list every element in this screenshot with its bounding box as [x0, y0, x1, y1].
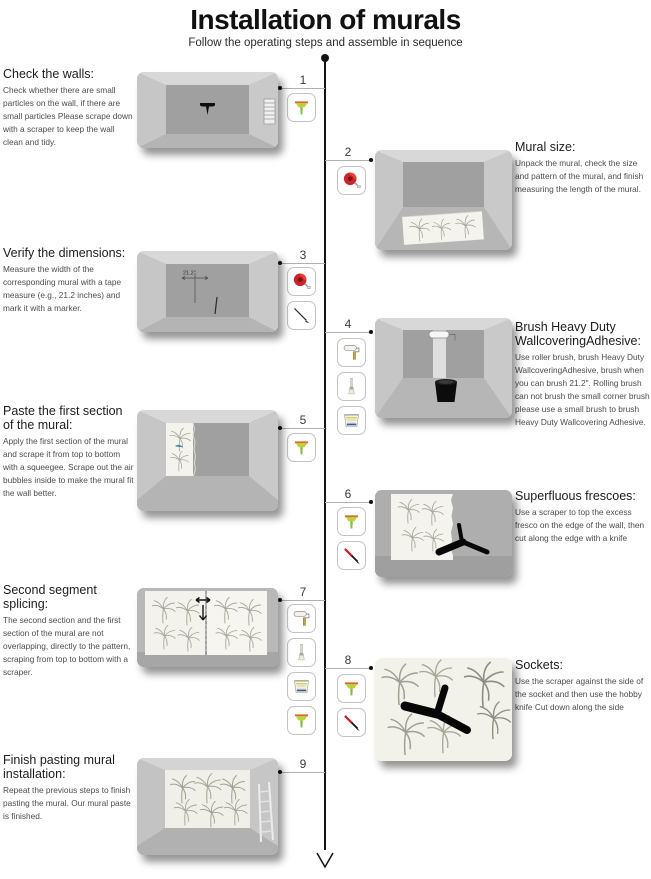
step-4-number: 4 — [344, 317, 352, 331]
marker-icon — [287, 301, 316, 330]
step-1-text — [3, 67, 134, 149]
step-7-image — [137, 588, 278, 667]
step-5-connector-dot — [278, 426, 282, 430]
timeline-line — [324, 58, 326, 850]
tape-measure-icon — [337, 166, 366, 195]
step-8-body: Use the scraper against the side of the socket and then use the hobby knife Cut down along the side — [515, 676, 644, 713]
step-2-text — [515, 140, 648, 196]
roller-icon — [337, 338, 366, 367]
step-8-image — [375, 658, 512, 761]
squeegee-icon — [287, 433, 316, 462]
paste-bucket-black — [435, 379, 457, 402]
step-3-connector-dot — [278, 261, 282, 265]
step-7-number: 7 — [299, 585, 307, 599]
step-6-heading: Superfluous frescoes: — [515, 489, 636, 503]
step-4-heading: Brush Heavy Duty WallcoveringAdhesive: — [515, 320, 641, 348]
step-8-text — [515, 658, 648, 714]
step-2-image — [375, 150, 512, 250]
paste-bucket-icon — [287, 672, 316, 701]
step-3-icons — [287, 267, 316, 330]
step-7-connector-dot — [278, 598, 282, 602]
step-9-image — [137, 758, 278, 855]
step-9-text — [3, 753, 134, 823]
step-1-number: 1 — [299, 73, 307, 87]
step-5-heading: Paste the first section of the mural: — [3, 404, 123, 432]
measurement-annotation: 21.2" — [183, 270, 196, 277]
step-2-body: Unpack the mural, check the size and pattern of the mural, and finish measuring the length of the mural. — [515, 158, 644, 195]
step-7-heading: Second segment splicing: — [3, 583, 97, 611]
step-2-number: 2 — [344, 145, 352, 159]
step-8-number: 8 — [344, 653, 352, 667]
tape-measure-icon — [287, 267, 316, 296]
step-2-connector — [325, 160, 371, 161]
knife-icon — [337, 541, 366, 570]
step-2-connector-dot — [369, 158, 373, 162]
step-3-text — [3, 246, 134, 315]
step-5-connector — [281, 428, 325, 429]
mural-roll-on-floor — [402, 211, 484, 245]
step-4-body: Use roller brush, brush Heavy Duty WallcoveringAdhesive, brush when you can brush 21.2". Rolling brush can not brush the small corner brush please use a small brush to brush Heavy Duty Wallcovering Adhesive. — [515, 352, 650, 428]
step-3-number: 3 — [299, 248, 307, 262]
step-6-connector-dot — [369, 500, 373, 504]
paste-bucket-icon — [337, 406, 366, 435]
step-8-connector-dot — [369, 666, 373, 670]
step-5-number: 5 — [299, 413, 307, 427]
flat-brush-icon — [287, 638, 316, 667]
step-1-connector-dot — [278, 86, 282, 90]
step-7-connector — [281, 600, 325, 601]
step-6-body: Use a scraper to top the excess fresco on the edge of the wall, then cut along the edge with a knife — [515, 507, 645, 544]
step-1-image — [137, 72, 278, 148]
page-subtitle: Follow the operating steps and assemble in sequence — [188, 37, 463, 49]
roller-icon — [287, 604, 316, 633]
step-5-text — [3, 404, 134, 500]
step-7-text — [3, 583, 134, 679]
step-1-connector — [281, 88, 325, 89]
step-9-connector-dot — [278, 770, 282, 774]
step-8-connector — [325, 668, 371, 669]
step-2-heading: Mural size: — [515, 140, 576, 154]
step-6-connector — [325, 502, 371, 503]
step-7-body: The second section and the first section of the mural are not overlapping, directly to the pattern, scraping from top to bottom with a scraper. — [3, 615, 131, 678]
step-4-image — [375, 318, 512, 418]
first-mural-section — [166, 423, 196, 476]
flat-brush-icon — [337, 372, 366, 401]
squeegee-icon — [337, 507, 366, 536]
timeline-end-arrow — [315, 852, 335, 870]
step-6-image — [375, 490, 512, 577]
step-1-heading: Check the walls: — [3, 67, 95, 81]
step-9-connector — [281, 772, 325, 773]
step-6-number: 6 — [344, 487, 352, 501]
step-8-icons — [337, 674, 366, 737]
step-8-heading: Sockets: — [515, 658, 563, 672]
step-1-icons — [287, 93, 316, 122]
squeegee-icon — [337, 674, 366, 703]
step-3-connector — [281, 263, 325, 264]
step-6-text — [515, 489, 648, 545]
page-title: Installation of murals — [190, 4, 461, 35]
step-5-icons — [287, 433, 316, 462]
step-7-icons — [287, 604, 316, 735]
radiator — [264, 99, 275, 124]
squeegee-icon — [287, 93, 316, 122]
step-9-heading: Finish pasting mural installation: — [3, 753, 115, 781]
squeegee-icon — [287, 706, 316, 735]
step-1-body: Check whether there are small particles on the wall, if there are small particles Please scrape down with a scraper to keep the wall clean and tidy. — [3, 85, 133, 148]
step-2-icons — [337, 166, 366, 195]
step-4-text — [515, 320, 651, 430]
step-3-body: Measure the width of the corresponding mural with a tape measure (e.g., 21.2 inches) and mark it with a marker. — [3, 264, 122, 314]
step-3-image — [137, 251, 278, 332]
step-4-icons — [337, 338, 366, 435]
step-3-heading: Verify the dimensions: — [3, 246, 126, 260]
step-9-body: Repeat the previous steps to finish pasting the mural. Our mural paste is finished. — [3, 785, 131, 822]
finished-mural — [165, 770, 250, 828]
step-6-icons — [337, 507, 366, 570]
step-4-connector — [325, 332, 371, 333]
step-9-number: 9 — [299, 757, 307, 771]
knife-icon — [337, 708, 366, 737]
step-5-body: Apply the first section of the mural and scrape it from top to bottom with a squeegee. Scrape out the air bubbles inside to make the mural fit the wall better. — [3, 436, 134, 499]
step-5-image — [137, 410, 278, 511]
step-4-connector-dot — [369, 330, 373, 334]
